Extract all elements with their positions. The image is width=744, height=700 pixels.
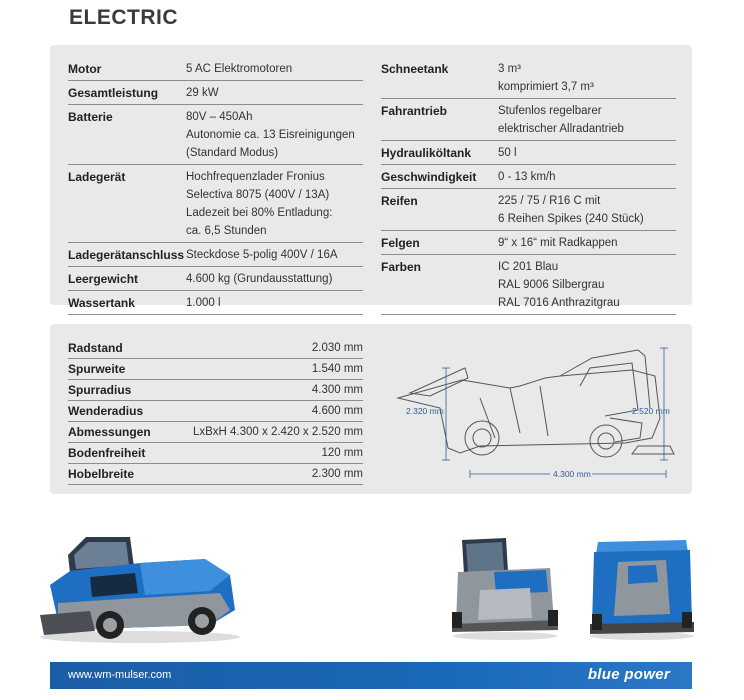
machine-photo-side — [30, 515, 245, 650]
dimension-label: Wenderadius — [68, 404, 144, 418]
spec-values — [186, 108, 355, 162]
dimension-label: Hobelbreite — [68, 467, 135, 481]
spec-values — [186, 270, 332, 288]
dimension-value: 120 mm — [321, 447, 363, 459]
dimension-value: 4.600 mm — [311, 405, 363, 417]
spec-row-batterie — [68, 105, 363, 165]
specs-right-column — [381, 57, 676, 315]
dimension-value: 4.300 mm — [311, 384, 363, 396]
dimension-label: Abmessungen — [68, 425, 151, 439]
specs-left-column — [68, 57, 363, 315]
dimension-drawing — [370, 338, 690, 488]
spec-row-felgen — [381, 231, 676, 255]
dimension-row-bodenfreiheit — [68, 443, 363, 464]
spec-value-line: 9“ x 16“ mit Radkappen — [498, 237, 618, 249]
height-left-label: 2.320 mm — [406, 406, 444, 416]
spec-label: Fahrantrieb — [381, 104, 448, 118]
height-right-label: 2.520 mm — [632, 406, 670, 416]
spec-value-line: Ladezeit bei 80% Entladung: — [186, 207, 333, 219]
spec-values — [498, 258, 620, 312]
spec-value-line: 4.600 kg (Grundausstattung) — [186, 273, 333, 285]
spec-value-line: 3 m³ — [498, 63, 521, 75]
spec-values — [498, 102, 624, 138]
spec-label: Geschwindigkeit — [381, 170, 477, 184]
spec-label: Hydrauliköltank — [381, 146, 472, 160]
spec-row-farben — [381, 255, 676, 315]
spec-values — [498, 168, 556, 186]
spec-value-line: ca. 6,5 Stunden — [186, 225, 267, 237]
spec-row-schneetank — [381, 57, 676, 99]
spec-label: Ladegerätanschluss — [68, 248, 185, 262]
machine-photo-front — [450, 532, 560, 647]
spec-value-line: RAL 7016 Anthrazitgrau — [498, 297, 620, 309]
spec-value-line: Stufenlos regelbarer — [498, 105, 602, 117]
machine-photo-rear — [588, 532, 696, 647]
spec-row-motor — [68, 57, 363, 81]
spec-value-line: RAL 9006 Silbergrau — [498, 279, 605, 291]
spec-values — [186, 60, 292, 78]
spec-value-line: (Standard Modus) — [186, 147, 279, 159]
spec-value-line: elektrischer Allradantrieb — [498, 123, 624, 135]
spec-label: Batterie — [68, 110, 113, 124]
dimension-label: Spurweite — [68, 362, 126, 376]
spec-values — [498, 192, 644, 228]
spec-value-line: komprimiert 3,7 m³ — [498, 81, 594, 93]
spec-value-line: Selectiva 8075 (400V / 13A) — [186, 189, 330, 201]
dimension-row-wenderadius — [68, 401, 363, 422]
spec-values — [186, 84, 219, 102]
dimension-label: Radstand — [68, 341, 123, 355]
spec-row-gesamtleistung — [68, 81, 363, 105]
spec-row-fahrantrieb — [381, 99, 676, 141]
dimension-row-spurweite — [68, 359, 363, 380]
dimension-value: LxBxH 4.300 x 2.420 x 2.520 mm — [192, 426, 363, 438]
spec-row-reifen — [381, 189, 676, 231]
spec-value-line: 5 AC Elektromotoren — [186, 63, 293, 75]
spec-value-line: Steckdose 5-polig 400V / 16A — [186, 249, 338, 261]
spec-value-line: 0 - 13 km/h — [498, 171, 556, 183]
spec-row-leergewicht — [68, 267, 363, 291]
spec-value-line: 6 Reihen Spikes (240 Stück) — [498, 213, 644, 225]
dimension-value: 2.030 mm — [311, 342, 363, 354]
spec-row-hydrauliköltank — [381, 141, 676, 165]
spec-value-line: 50 l — [498, 147, 517, 159]
spec-label: Farben — [381, 260, 422, 274]
spec-values — [498, 60, 594, 96]
dimension-label: Spurradius — [68, 383, 132, 397]
dimension-row-radstand — [68, 338, 363, 359]
dimension-value: 2.300 mm — [311, 468, 363, 480]
spec-row-wassertank — [68, 291, 363, 315]
spec-value-line: IC 201 Blau — [498, 261, 559, 273]
spec-value-line: Hochfrequenzlader Fronius — [186, 171, 325, 183]
spec-value-line: 1.000 l — [186, 297, 221, 309]
spec-label: Reifen — [381, 194, 418, 208]
spec-values — [186, 294, 221, 312]
spec-label: Wassertank — [68, 296, 135, 310]
dimension-row-spurradius — [68, 380, 363, 401]
spec-label: Motor — [68, 62, 102, 76]
spec-row-ladegerätanschluss — [68, 243, 363, 267]
spec-values — [498, 144, 517, 162]
dimension-row-abmessungen — [68, 422, 363, 443]
spec-value-line: 225 / 75 / R16 C mit — [498, 195, 601, 207]
spec-values — [186, 246, 338, 264]
spec-value-line: Autonomie ca. 13 Eisreinigungen — [186, 129, 355, 141]
website-link[interactable]: www.wm-mulser.com — [68, 669, 172, 681]
dimensions-list — [68, 338, 363, 485]
dimension-value: 1.540 mm — [311, 363, 363, 375]
spec-label: Leergewicht — [68, 272, 139, 286]
spec-row-geschwindigkeit — [381, 165, 676, 189]
spec-label: Gesamtleistung — [68, 86, 159, 100]
page-title: ELECTRIC — [69, 6, 178, 29]
spec-label: Schneetank — [381, 62, 449, 76]
specs-panel — [50, 45, 692, 310]
spec-value-line: 29 kW — [186, 87, 219, 99]
dimension-label: Bodenfreiheit — [68, 446, 146, 460]
spec-values — [498, 234, 618, 252]
spec-label: Felgen — [381, 236, 420, 250]
spec-values — [186, 168, 332, 240]
footer-bar — [50, 662, 692, 689]
dimension-row-hobelbreite — [68, 464, 363, 485]
length-label: 4.300 mm — [553, 469, 591, 479]
spec-row-ladegerät — [68, 165, 363, 243]
dimensions-panel — [50, 324, 692, 494]
spec-label: Ladegerät — [68, 170, 126, 184]
spec-value-line: 80V – 450Ah — [186, 111, 253, 123]
tagline: blue power — [587, 666, 670, 683]
